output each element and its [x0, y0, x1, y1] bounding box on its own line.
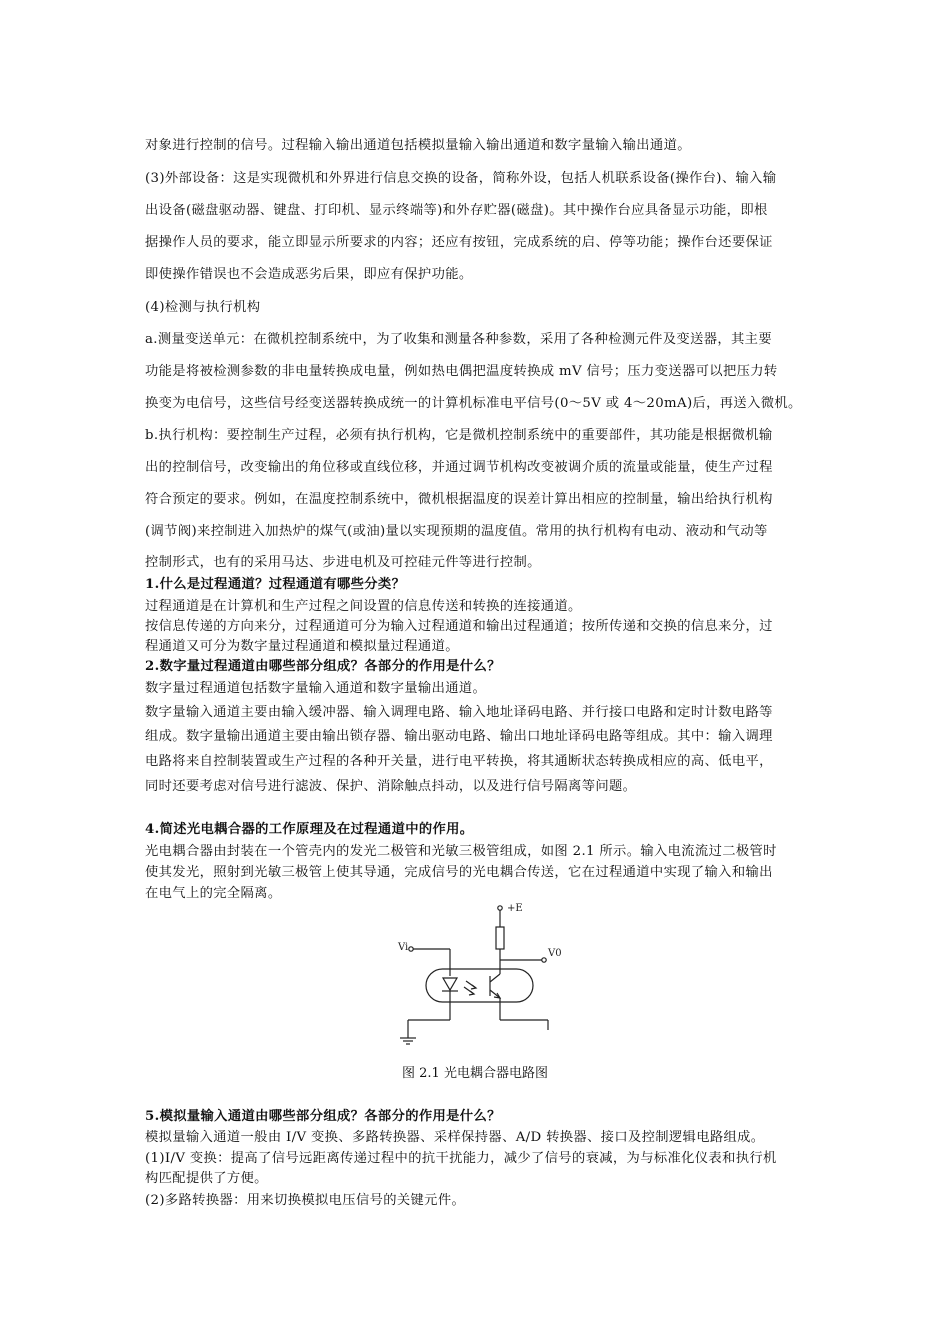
vi-label: Vi	[398, 942, 409, 953]
text-line: 功能是将被检测参数的非电量转换成电量，例如热电偶把温度转换成 mV 信号；压力变送器可以把压力转	[145, 364, 778, 379]
text-line: 控制形式，也有的采用马达、步进电机及可控硅元件等进行控制。	[145, 555, 541, 570]
answer-line: 使其发光，照射到光敏三极管上使其导通，完成信号的光电耦合传送，它在过程通道中实现了输入和输出	[145, 865, 773, 880]
text-line: 出设备(磁盘驱动器、键盘、打印机、显示终端等)和外存贮器(磁盘)。其中操作台应具备显示功能，即根	[145, 203, 768, 218]
text-line: (调节阀)来控制进入加热炉的煤气(或油)量以实现预期的温度值。常用的执行机构有电动、液动和气动等	[145, 524, 768, 539]
answer-line: 构匹配提供了方便。	[145, 1171, 268, 1186]
answer-line: (1)I/V 变换：提高了信号远距离传递过程中的抗干扰能力，减少了信号的衰减，为与标准化仪表和执行机	[145, 1151, 777, 1166]
text-line: a.测量变送单元：在微机控制系统中，为了收集和测量各种参数，采用了各种检测元件及变送器，其主要	[145, 332, 772, 347]
answer-line: (2)多路转换器：用来切换模拟电压信号的关键元件。	[145, 1193, 466, 1208]
answer-line: 程通道又可分为数字量过程通道和模拟量过程通道。	[145, 639, 459, 654]
answer-line: 光电耦合器由封装在一个管壳内的发光二极管和光敏三极管组成，如图 2.1 所示。输入电流流过二极管时	[145, 844, 777, 859]
answer-line: 数字量过程通道包括数字量输入通道和数字量输出通道。	[145, 681, 487, 696]
text-line: 出的控制信号，改变输出的角位移或直线位移，并通过调节机构改变被调介质的流量或能量，使生产过程	[145, 460, 773, 475]
answer-line: 电路将来自控制装置或生产过程的各种开关量，进行电平转换，将其通断状态转换成相应的高、低电平，	[145, 754, 773, 769]
text-line: 即使操作错误也不会造成恶劣后果，即应有保护功能。	[145, 267, 473, 282]
question-heading: 4.简述光电耦合器的工作原理及在过程通道中的作用。	[145, 822, 474, 837]
figure-caption: 图 2.1 光电耦合器电路图	[402, 1066, 548, 1081]
section-heading: (4)检测与执行机构	[145, 300, 261, 315]
answer-line: 过程通道是在计算机和生产过程之间设置的信息传送和转换的连接通道。	[145, 599, 582, 614]
text-line: (3)外部设备：这是实现微机和外界进行信息交换的设备，简称外设，包括人机联系设备(操作台)、输入输	[145, 171, 777, 186]
answer-line: 数字量输入通道主要由输入缓冲器、输入调理电路、输入地址译码电路、并行接口电路和定时计数电路等	[145, 705, 773, 720]
answer-line: 按信息传递的方向来分，过程通道可分为输入过程通道和输出过程通道；按所传递和交换的信息来分，过	[145, 619, 773, 634]
answer-line: 模拟量输入通道一般由 I/V 变换、多路转换器、采样保持器、A/D 转换器、接口及控制逻辑电路组成。	[145, 1130, 765, 1145]
answer-line: 在电气上的完全隔离。	[145, 886, 282, 901]
text-line: 据操作人员的要求，能立即显示所要求的内容；还应有按钮，完成系统的启、停等功能；操作台还要保证	[145, 235, 773, 250]
question-heading: 2.数字量过程通道由哪些部分组成？各部分的作用是什么？	[145, 659, 501, 674]
question-heading: 1.什么是过程通道？过程通道有哪些分类？	[145, 577, 406, 592]
text-line: 对象进行控制的信号。过程输入输出通道包括模拟量输入输出通道和数字量输入输出通道。	[145, 138, 691, 153]
text-line: b.执行机构：要控制生产过程，必须有执行机构，它是微机控制系统中的重要部件，其功能是根据微机输	[145, 428, 773, 443]
optocoupler-circuit-diagram	[390, 896, 565, 1061]
question-heading: 5.模拟量输入通道由哪些部分组成？各部分的作用是什么？	[145, 1109, 501, 1124]
answer-line: 同时还要考虑对信号进行滤波、保护、消除触点抖动，以及进行信号隔离等问题。	[145, 779, 637, 794]
text-line: 换变为电信号，这些信号经变送器转换成统一的计算机标准电平信号(0～5V 或 4～20mA)后，再送入微机。	[145, 396, 802, 411]
supply-label: +E	[507, 903, 523, 914]
text-line: 符合预定的要求。例如，在温度控制系统中，微机根据温度的误差计算出相应的控制量，输出给执行机构	[145, 492, 773, 507]
vo-label: V0	[548, 948, 562, 959]
answer-line: 组成。数字量输出通道主要由输出锁存器、输出驱动电路、输出口地址译码电路等组成。其中：输入调理	[145, 729, 773, 744]
